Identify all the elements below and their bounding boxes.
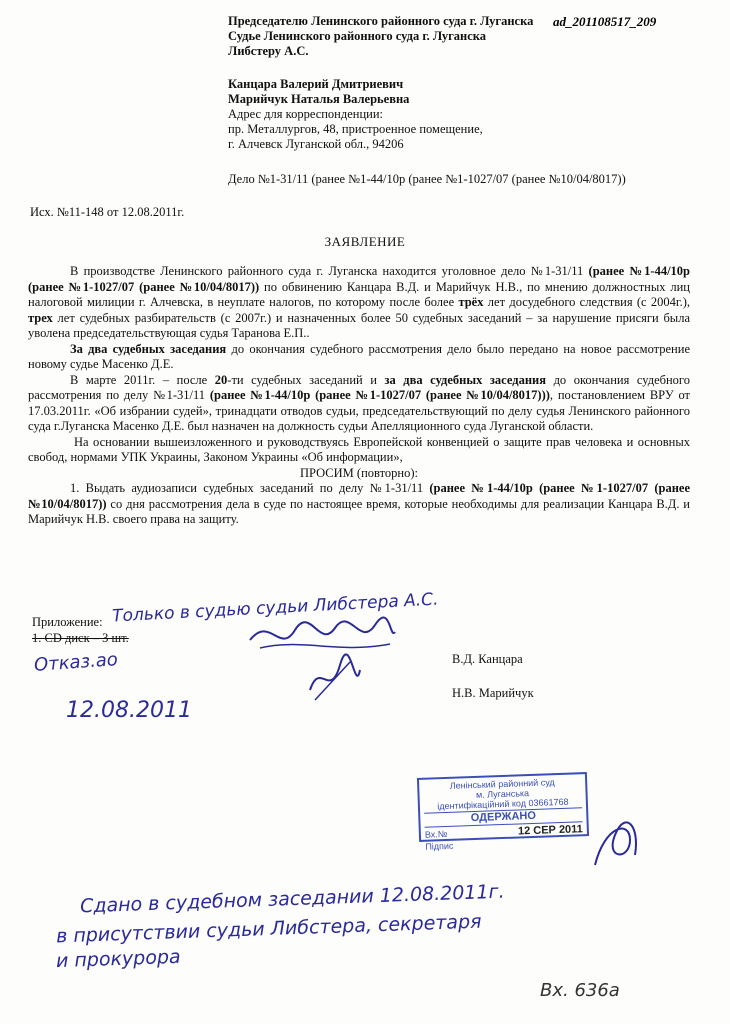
sender-line: Марийчук Наталья Валерьевна	[228, 92, 410, 106]
stamp-in-label: Вх.№	[424, 828, 448, 840]
recipient-line: Судье Ленинского районного суда г. Луганска	[228, 29, 487, 43]
text-run: В марте 2011г. – после	[70, 372, 215, 387]
stamp-code: ідентифікаційний код 03661768	[437, 796, 569, 812]
signer-name: В.Д. Канцара	[452, 652, 523, 666]
request-item-1	[28, 481, 690, 528]
letter-header	[228, 14, 533, 152]
document-title: ЗАЯВЛЕНИЕ	[324, 234, 406, 249]
stamp-city: м. Луганська	[475, 788, 530, 800]
text-run: -ти судебных заседаний и	[227, 372, 385, 387]
stamp-sign-label: Підпис	[425, 840, 454, 852]
handwritten-bottom-line-2: в присутствии судьи Либстера, секретаря	[55, 910, 482, 948]
court-received-stamp	[417, 772, 589, 852]
address-line: Адрес для корреспонденции:	[228, 107, 384, 121]
case-reference: Дело №1-31/11 (ранее №1-44/10р (ранее №1-1027/07 (ранее №10/04/8017))	[228, 172, 626, 186]
stamp-date: 12 СЕР 2011	[517, 823, 584, 838]
attachment-label: Приложение:	[32, 615, 103, 629]
handwritten-bottom-line-3: и прокурора	[55, 945, 181, 973]
text-run: со дня рассмотрения дела в суде по настоящее время, которые необходимы для реализации Канцара В.Д. и Марийчук Н.В. своего права на защиту.	[28, 496, 691, 526]
text-run: 1. Выдать аудиозаписи судебных заседаний по делу №1-31/11	[70, 481, 430, 495]
document-body	[28, 264, 690, 528]
handwritten-left-note: Отказ.ао	[33, 649, 119, 676]
text-run-bold: (ранее №1-44/10р (ранее №1-1027/07 (ранее №10/04/8017))	[28, 264, 691, 294]
text-run-bold: трёх	[458, 295, 484, 309]
handwritten-bottom-line-1: Сдано в судебном заседании 12.08.2011г.	[79, 880, 505, 918]
recipient-line: Либстеру А.С.	[228, 44, 309, 58]
stamp-court-name: Ленінський районний суд	[449, 777, 555, 791]
text-run-bold: За два судебных заседания	[70, 341, 227, 356]
stamp-signature-icon	[585, 815, 645, 875]
signers-block	[452, 642, 534, 710]
paragraph-2	[28, 342, 690, 373]
text-run: , постановлением ВРУ от 17.03.2011г. «Об избрании судей», тринадцати отводов судьи, председательствующий по делу судья Ленинского районного суда г.Луганска Масенко Д.Е. был назначен на должность судьи Апелляционного суда Луганской области.	[28, 388, 690, 433]
outgoing-number: Исх. №11-148 от 12.08.2011г.	[30, 205, 185, 219]
paragraph-1	[28, 264, 690, 342]
text-run: по обвинению Канцара В.Д. и Марийчук Н.В., по мнению должностных лиц налоговой милиции г. Алчевска, в неуплате налогов, по которому после более	[28, 279, 690, 309]
text-run-bold: (ранее №1-44/10р (ранее №1-1027/07 (ранее №10/04/8017))	[28, 481, 690, 511]
paragraph-3	[28, 373, 690, 435]
address-line: г. Алчевск Луганской обл., 94206	[228, 137, 404, 151]
signature-marijchuk-icon	[300, 650, 370, 710]
handwritten-attachment-note: Только в судью судьи Либстера А.С.	[111, 589, 439, 627]
request-heading: ПРОСИМ (повторно):	[300, 465, 418, 480]
signer-name: Н.В. Марийчук	[452, 686, 534, 700]
attachment-item: 1. CD диск – 3 шт.	[32, 631, 129, 645]
handwritten-date: 12.08.2011	[66, 698, 192, 723]
recipient-line: Председателю Ленинского районного суда г. Луганска	[228, 14, 534, 28]
sender-line: Канцара Валерий Дмитриевич	[228, 77, 404, 91]
text-run-bold: за два судебных заседания	[384, 372, 547, 387]
text-run-bold: трех	[28, 310, 53, 325]
text-run: В производстве Ленинского районного суда г. Луганска находится уголовное дело №1-31/11	[70, 264, 589, 278]
paragraph-4: На основании вышеизложенного и руководствуясь Европейской конвенцией о защите прав человека и основных свобод, нормами УПК Украины, Законом Украины «Об информации»,	[28, 434, 690, 464]
text-run: до окончания судебного рассмотрения дело было передано на новое рассмотрение новому судье Масенко Д.Е.	[28, 341, 690, 371]
document-id: ad_201108517_209	[553, 14, 657, 29]
stamp-received: ОДЕРЖАНО	[424, 807, 582, 828]
text-run: лет судебных разбирательств (с 2007г.) и назначенных более 50 судебных заседаний – за нарушение присяги была уволена председательствующая судья Таранова Е.П..	[28, 310, 690, 340]
text-run-bold: (ранее №1-44/10р (ранее №1-1027/07 (ранее №10/04/8017)))	[209, 388, 550, 402]
text-run-bold: 20	[214, 372, 228, 387]
text-run: до окончания судебного рассмотрения по делу №1-31/11	[28, 372, 690, 402]
handwritten-reference: Вх. 636а	[540, 980, 620, 1001]
text-run: лет досудебного следствия (с 2004г.),	[483, 295, 691, 309]
address-line: пр. Металлургов, 48, пристроенное помещение,	[228, 122, 483, 136]
